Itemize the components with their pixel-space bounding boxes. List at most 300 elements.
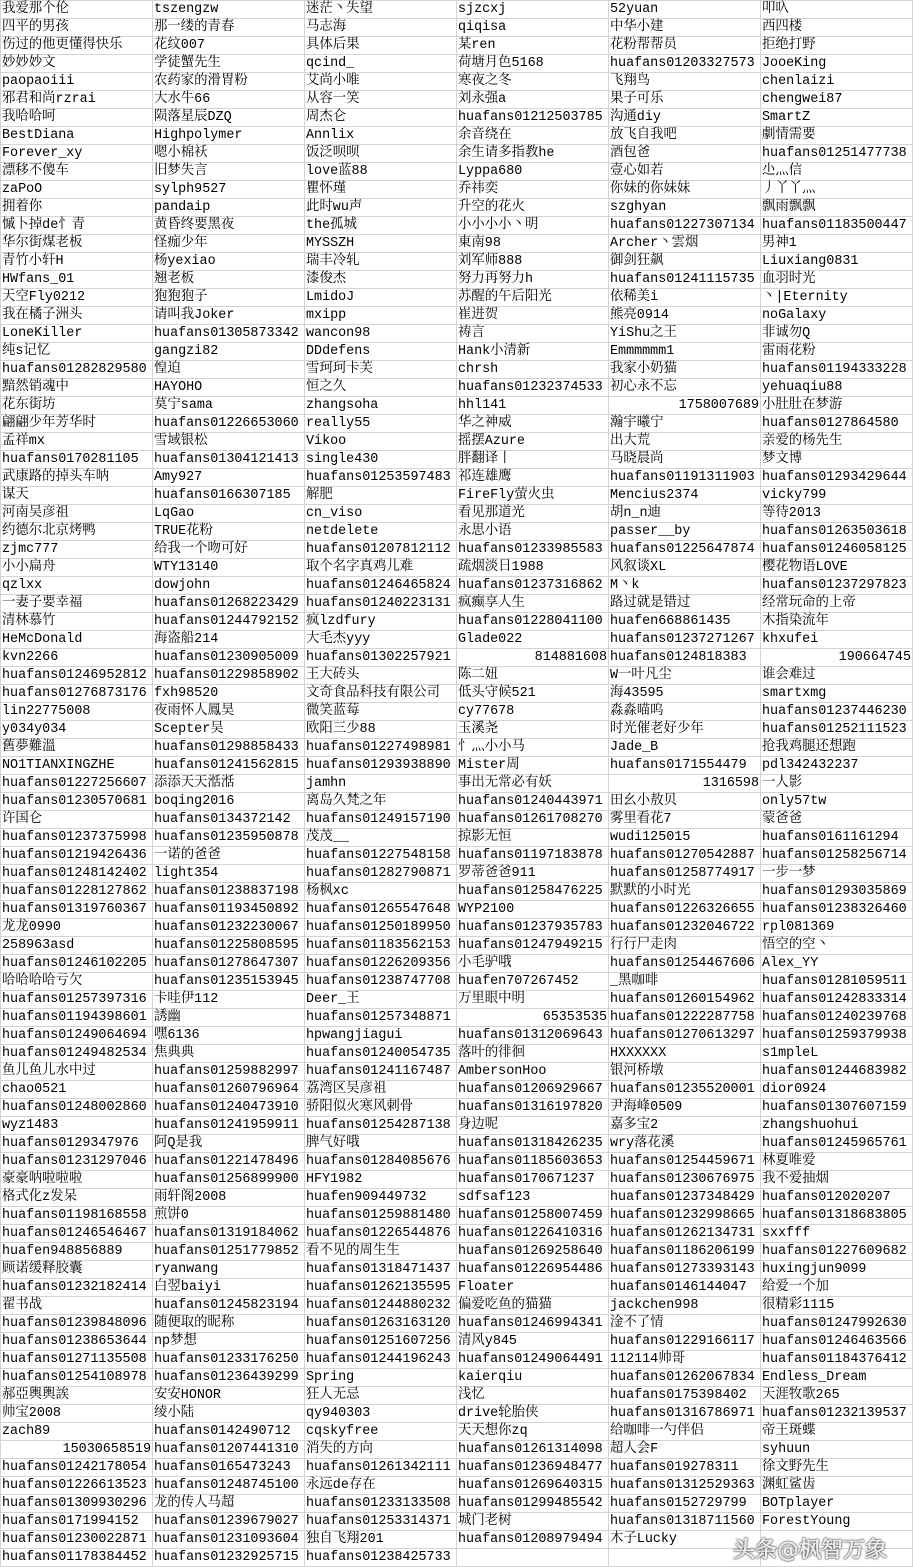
table-cell[interactable]: huafans0175398402 bbox=[609, 1387, 761, 1405]
table-cell[interactable]: 海盗船214 bbox=[153, 631, 305, 649]
table-cell[interactable]: 中华小建 bbox=[609, 19, 761, 37]
table-cell[interactable]: huafans01256899900 bbox=[153, 1171, 305, 1189]
table-cell[interactable]: huafans01233985583 bbox=[457, 541, 609, 559]
table-cell[interactable] bbox=[457, 1549, 609, 1567]
table-cell[interactable]: huafans01239848096 bbox=[1, 1315, 153, 1333]
table-cell[interactable]: 御剑狂飙 bbox=[609, 253, 761, 271]
table-cell[interactable]: 阿Q是我 bbox=[153, 1135, 305, 1153]
table-cell[interactable]: jackchen998 bbox=[609, 1297, 761, 1315]
table-cell[interactable]: rpl081369 bbox=[761, 919, 913, 937]
table-cell[interactable]: huafans01225808595 bbox=[153, 937, 305, 955]
table-cell[interactable]: 寒夜之冬 bbox=[457, 73, 609, 91]
table-cell[interactable]: 恒之久 bbox=[305, 379, 457, 397]
table-cell[interactable]: 雾里看花7 bbox=[609, 811, 761, 829]
table-cell[interactable]: huafans01231297046 bbox=[1, 1153, 153, 1171]
table-cell[interactable]: huafans01246546467 bbox=[1, 1225, 153, 1243]
table-cell[interactable]: 飞翔鸟 bbox=[609, 73, 761, 91]
table-cell[interactable]: huafans01238747708 bbox=[305, 973, 457, 991]
table-cell[interactable]: huafans01254459671 bbox=[609, 1153, 761, 1171]
table-cell[interactable]: huafans0170281105 bbox=[1, 451, 153, 469]
table-cell[interactable]: 郝亞輿輿誒 bbox=[1, 1387, 153, 1405]
table-cell[interactable]: huafans01232925715 bbox=[153, 1549, 305, 1567]
table-cell[interactable]: huafans01208979494 bbox=[457, 1531, 609, 1549]
table-cell[interactable]: huafans01270613297 bbox=[609, 1027, 761, 1045]
table-cell[interactable]: huafans01238837198 bbox=[153, 883, 305, 901]
table-cell[interactable]: huafans01244196243 bbox=[305, 1351, 457, 1369]
table-cell[interactable]: huafans01262134731 bbox=[609, 1225, 761, 1243]
table-cell[interactable]: Annlix bbox=[305, 127, 457, 145]
table-cell[interactable]: huafans01276873176 bbox=[1, 685, 153, 703]
table-cell[interactable]: 卡哇伊112 bbox=[153, 991, 305, 1009]
table-cell[interactable]: 孟祥mx bbox=[1, 433, 153, 451]
table-cell[interactable]: 112114帅哥 bbox=[609, 1351, 761, 1369]
table-cell[interactable]: 梦文博 bbox=[761, 451, 913, 469]
table-cell[interactable]: huafans01226954486 bbox=[457, 1261, 609, 1279]
table-cell[interactable]: MYSSZH bbox=[305, 235, 457, 253]
table-cell[interactable]: 一诺的爸爸 bbox=[153, 847, 305, 865]
table-cell[interactable]: huafans01236948477 bbox=[457, 1459, 609, 1477]
table-cell[interactable]: huafans01281059511 bbox=[761, 973, 913, 991]
table-cell[interactable]: huafans01232139537 bbox=[761, 1405, 913, 1423]
table-cell[interactable]: 此时wu声 bbox=[305, 199, 457, 217]
table-cell[interactable]: YiShu之王 bbox=[609, 325, 761, 343]
table-cell[interactable]: boqing2016 bbox=[153, 793, 305, 811]
table-cell[interactable]: love蓝88 bbox=[305, 163, 457, 181]
table-cell[interactable]: 哈哈哈哈亏欠 bbox=[1, 973, 153, 991]
table-cell[interactable]: 万里眼中明 bbox=[457, 991, 609, 1009]
table-cell[interactable]: 荷塘月色5168 bbox=[457, 55, 609, 73]
table-cell[interactable]: JooeKing bbox=[761, 55, 913, 73]
table-cell[interactable]: 漆俊杰 bbox=[305, 271, 457, 289]
table-cell[interactable]: single430 bbox=[305, 451, 457, 469]
table-cell[interactable]: zjmc777 bbox=[1, 541, 153, 559]
table-cell[interactable]: qiqisa bbox=[457, 19, 609, 37]
table-cell[interactable]: 请叫我Joker bbox=[153, 307, 305, 325]
table-cell[interactable]: huafans01260154962 bbox=[609, 991, 761, 1009]
table-cell[interactable]: 顾诺缓释胶囊 bbox=[1, 1261, 153, 1279]
table-cell[interactable]: huafans01318426235 bbox=[457, 1135, 609, 1153]
table-cell[interactable]: huafans01258007459 bbox=[457, 1207, 609, 1225]
table-cell[interactable]: 某ren bbox=[457, 37, 609, 55]
table-cell[interactable]: huafans01229166117 bbox=[609, 1333, 761, 1351]
table-cell[interactable]: 艾尚小唯 bbox=[305, 73, 457, 91]
table-cell[interactable]: huafans01237446230 bbox=[761, 703, 913, 721]
table-cell[interactable]: 花纹007 bbox=[153, 37, 305, 55]
table-cell[interactable]: HFY1982 bbox=[305, 1171, 457, 1189]
table-cell[interactable]: huafans01254287138 bbox=[305, 1117, 457, 1135]
table-cell[interactable]: huafans01293429644 bbox=[761, 469, 913, 487]
table-cell[interactable]: 煎饼0 bbox=[153, 1207, 305, 1225]
table-cell[interactable]: huafen707267452 bbox=[457, 973, 609, 991]
table-cell[interactable]: 飘雨飘飘 bbox=[761, 199, 913, 217]
table-cell[interactable]: huafans01248002860 bbox=[1, 1099, 153, 1117]
table-cell[interactable]: light354 bbox=[153, 865, 305, 883]
table-cell[interactable]: 杨枫xc bbox=[305, 883, 457, 901]
table-cell[interactable]: huafans01228041100 bbox=[457, 613, 609, 631]
table-cell[interactable]: huafans01319184062 bbox=[153, 1225, 305, 1243]
table-cell[interactable]: huafans01251477738 bbox=[761, 145, 913, 163]
table-cell[interactable]: Spring bbox=[305, 1369, 457, 1387]
table-cell[interactable]: 消失的方向 bbox=[305, 1441, 457, 1459]
table-cell[interactable]: 独自飞翔201 bbox=[305, 1531, 457, 1549]
table-cell[interactable]: 男神1 bbox=[761, 235, 913, 253]
table-cell[interactable]: 我爱那个伦 bbox=[1, 1, 153, 19]
table-cell[interactable]: huafans01206929667 bbox=[457, 1081, 609, 1099]
table-cell[interactable]: huafans01248745100 bbox=[153, 1477, 305, 1495]
table-cell[interactable]: 海43595 bbox=[609, 685, 761, 703]
table-cell[interactable]: huafans01227498981 bbox=[305, 739, 457, 757]
table-cell[interactable]: lin22775008 bbox=[1, 703, 153, 721]
table-cell[interactable]: mxipp bbox=[305, 307, 457, 325]
table-cell[interactable]: huafans01318471437 bbox=[305, 1261, 457, 1279]
table-cell[interactable]: huafans01293035869 bbox=[761, 883, 913, 901]
table-cell[interactable]: 添添天天湉湉 bbox=[153, 775, 305, 793]
table-cell[interactable]: 焦典典 bbox=[153, 1045, 305, 1063]
table-cell[interactable]: huafans01240443971 bbox=[457, 793, 609, 811]
table-cell[interactable]: huafans01258256714 bbox=[761, 847, 913, 865]
table-cell[interactable]: cn_viso bbox=[305, 505, 457, 523]
table-cell[interactable]: huafans01312529363 bbox=[609, 1477, 761, 1495]
table-cell[interactable]: huafans01184376412 bbox=[761, 1351, 913, 1369]
table-cell[interactable]: huafans01237297823 bbox=[761, 577, 913, 595]
table-cell[interactable]: 杨yexiao bbox=[153, 253, 305, 271]
table-cell[interactable]: 清风y845 bbox=[457, 1333, 609, 1351]
table-cell[interactable]: huafans01235153945 bbox=[153, 973, 305, 991]
table-cell[interactable]: Lyppa680 bbox=[457, 163, 609, 181]
table-cell[interactable]: huafans01250189950 bbox=[305, 919, 457, 937]
table-cell[interactable]: 祷言 bbox=[457, 325, 609, 343]
table-cell[interactable]: really55 bbox=[305, 415, 457, 433]
table-cell[interactable]: 帝王斑蝶 bbox=[761, 1423, 913, 1441]
table-cell[interactable]: cy77678 bbox=[457, 703, 609, 721]
table-cell[interactable]: 给咖啡一勺伴侣 bbox=[609, 1423, 761, 1441]
table-cell[interactable]: huafans0161161294 bbox=[761, 829, 913, 847]
table-cell[interactable]: HWfans_01 bbox=[1, 271, 153, 289]
table-cell[interactable]: 银河桥墩 bbox=[609, 1063, 761, 1081]
table-cell[interactable]: huafans01299485542 bbox=[457, 1495, 609, 1513]
table-cell[interactable]: 胖翻译丨 bbox=[457, 451, 609, 469]
table-cell[interactable]: 誘幽 bbox=[153, 1009, 305, 1027]
table-cell[interactable]: Floater bbox=[457, 1279, 609, 1297]
table-cell[interactable]: huafans01316786971 bbox=[609, 1405, 761, 1423]
table-cell[interactable]: 帅宝2008 bbox=[1, 1405, 153, 1423]
table-cell[interactable]: 木子Lucky bbox=[609, 1531, 761, 1549]
table-cell[interactable]: 随便取的昵称 bbox=[153, 1315, 305, 1333]
table-cell[interactable]: 惶迫 bbox=[153, 361, 305, 379]
table-cell[interactable]: hpwangjiagui bbox=[305, 1027, 457, 1045]
table-cell[interactable]: 瀚宇曦宁 bbox=[609, 415, 761, 433]
table-cell[interactable]: huafans0152729799 bbox=[609, 1495, 761, 1513]
table-cell[interactable]: 花东街坊 bbox=[1, 397, 153, 415]
table-cell[interactable]: 事出无常必有妖 bbox=[457, 775, 609, 793]
table-cell[interactable]: huafans01282829580 bbox=[1, 361, 153, 379]
table-cell[interactable]: huafans01235520001 bbox=[609, 1081, 761, 1099]
table-cell[interactable]: 翟书战 bbox=[1, 1297, 153, 1315]
table-cell[interactable]: dowjohn bbox=[153, 577, 305, 595]
table-cell[interactable]: 雷雨花粉 bbox=[761, 343, 913, 361]
table-cell[interactable]: 学徒蟹先生 bbox=[153, 55, 305, 73]
table-cell[interactable]: huafans01247949215 bbox=[457, 937, 609, 955]
table-cell[interactable]: huafans01269258640 bbox=[457, 1243, 609, 1261]
table-cell[interactable]: 52yuan bbox=[609, 1, 761, 19]
table-cell[interactable]: 谋天 bbox=[1, 487, 153, 505]
table-cell[interactable]: huafans01233176250 bbox=[153, 1351, 305, 1369]
table-cell[interactable]: Deer_王 bbox=[305, 991, 457, 1009]
table-cell[interactable]: huafans01219426436 bbox=[1, 847, 153, 865]
table-cell[interactable]: TRUE花粉 bbox=[153, 523, 305, 541]
table-cell[interactable]: huafans01269640315 bbox=[457, 1477, 609, 1495]
table-cell[interactable]: Glade022 bbox=[457, 631, 609, 649]
table-cell[interactable]: 胡n_n迪 bbox=[609, 505, 761, 523]
table-cell[interactable]: huafans01278647307 bbox=[153, 955, 305, 973]
table-cell[interactable]: 时光催老好少年 bbox=[609, 721, 761, 739]
table-cell[interactable]: 樱花物语LOVE bbox=[761, 559, 913, 577]
table-cell[interactable]: Forever_xy bbox=[1, 145, 153, 163]
table-cell[interactable]: huafans01261314098 bbox=[457, 1441, 609, 1459]
table-cell[interactable]: dior0924 bbox=[761, 1081, 913, 1099]
table-cell[interactable]: huafans01228127862 bbox=[1, 883, 153, 901]
table-cell[interactable]: wudi125015 bbox=[609, 829, 761, 847]
table-cell[interactable]: 城门老树 bbox=[457, 1513, 609, 1531]
table-cell[interactable]: Liuxiang0831 bbox=[761, 253, 913, 271]
table-cell[interactable]: 武康路的掉头车呐 bbox=[1, 469, 153, 487]
table-cell[interactable]: huafans01237375998 bbox=[1, 829, 153, 847]
table-cell[interactable]: 抢我鸡腿还想跑 bbox=[761, 739, 913, 757]
table-cell[interactable]: 果子可乐 bbox=[609, 91, 761, 109]
table-cell[interactable]: huafans01238653644 bbox=[1, 1333, 153, 1351]
table-cell[interactable]: Vikoo bbox=[305, 433, 457, 451]
table-cell[interactable]: 小小扁舟 bbox=[1, 559, 153, 577]
table-cell[interactable]: huafans01247992630 bbox=[761, 1315, 913, 1333]
table-cell[interactable]: huafans01302257921 bbox=[305, 649, 457, 667]
table-cell[interactable]: 努力再努力h bbox=[457, 271, 609, 289]
table-cell[interactable]: 具体后果 bbox=[305, 37, 457, 55]
table-cell[interactable]: wancon98 bbox=[305, 325, 457, 343]
table-cell[interactable]: 出大荒 bbox=[609, 433, 761, 451]
table-cell[interactable]: BestDiana bbox=[1, 127, 153, 145]
table-cell[interactable]: 亲爱的杨先生 bbox=[761, 433, 913, 451]
table-cell[interactable]: 天空Fly0212 bbox=[1, 289, 153, 307]
table-cell[interactable]: 瑞丰冷轧 bbox=[305, 253, 457, 271]
table-cell[interactable]: huafans0134372142 bbox=[153, 811, 305, 829]
table-cell[interactable]: huafans01253314371 bbox=[305, 1513, 457, 1531]
table-cell[interactable]: huafans01312069643 bbox=[457, 1027, 609, 1045]
table-cell[interactable]: huafans012020207 bbox=[761, 1189, 913, 1207]
table-cell[interactable]: 绫小陆 bbox=[153, 1405, 305, 1423]
table-cell[interactable]: WTY13140 bbox=[153, 559, 305, 577]
table-cell[interactable]: 欧阳三少88 bbox=[305, 721, 457, 739]
table-cell[interactable]: huafans01232998665 bbox=[609, 1207, 761, 1225]
table-cell[interactable]: 黯然销魂中 bbox=[1, 379, 153, 397]
table-cell[interactable]: 雪珂珂卡芙 bbox=[305, 361, 457, 379]
table-cell[interactable]: huafans01232182414 bbox=[1, 1279, 153, 1297]
table-cell[interactable]: huafans0170671237 bbox=[457, 1171, 609, 1189]
table-cell[interactable]: passer__by bbox=[609, 523, 761, 541]
table-cell[interactable]: huafans01229858902 bbox=[153, 667, 305, 685]
table-cell[interactable]: 依稀美i bbox=[609, 289, 761, 307]
table-cell[interactable]: huafans01221478496 bbox=[153, 1153, 305, 1171]
table-cell[interactable]: huafans01227307134 bbox=[609, 217, 761, 235]
table-cell[interactable]: syhuun bbox=[761, 1441, 913, 1459]
table-cell[interactable]: 65353535 bbox=[457, 1009, 609, 1027]
table-cell[interactable]: 妙妙妙文 bbox=[1, 55, 153, 73]
table-cell[interactable]: 超人会F bbox=[609, 1441, 761, 1459]
table-cell[interactable]: 田幺小敖贝 bbox=[609, 793, 761, 811]
table-cell[interactable]: 取个名字真鸡儿难 bbox=[305, 559, 457, 577]
table-cell[interactable]: huafans01249482534 bbox=[1, 1045, 153, 1063]
table-cell[interactable]: huafans01259881480 bbox=[305, 1207, 457, 1225]
table-cell[interactable]: sjzcxj bbox=[457, 1, 609, 19]
table-cell[interactable]: huafans01226410316 bbox=[457, 1225, 609, 1243]
table-cell[interactable]: 骄阳似火寒风刺骨 bbox=[305, 1099, 457, 1117]
table-cell[interactable]: 天涯牧歌265 bbox=[761, 1387, 913, 1405]
table-cell[interactable]: SmartZ bbox=[761, 109, 913, 127]
table-cell[interactable]: tszengzw bbox=[153, 1, 305, 19]
table-cell[interactable]: HeMcDonald bbox=[1, 631, 153, 649]
table-cell[interactable]: 纯s记忆 bbox=[1, 343, 153, 361]
table-cell[interactable]: huafans01238326460 bbox=[761, 901, 913, 919]
table-cell[interactable]: the孤城 bbox=[305, 217, 457, 235]
table-cell[interactable]: 等待2013 bbox=[761, 505, 913, 523]
table-cell[interactable]: 摇摆Azure bbox=[457, 433, 609, 451]
table-cell[interactable]: 身边呢 bbox=[457, 1117, 609, 1135]
table-cell[interactable]: ryanwang bbox=[153, 1261, 305, 1279]
table-cell[interactable]: huafans01252111523 bbox=[761, 721, 913, 739]
table-cell[interactable]: huafans01242833314 bbox=[761, 991, 913, 1009]
table-cell[interactable]: huafans01226613523 bbox=[1, 1477, 153, 1495]
table-cell[interactable]: huafans01226326655 bbox=[609, 901, 761, 919]
table-cell[interactable]: 嘉多宝2 bbox=[609, 1117, 761, 1135]
table-cell[interactable]: huafans0124818383 bbox=[609, 649, 761, 667]
table-cell[interactable]: 尐灬信 bbox=[761, 163, 913, 181]
table-cell[interactable]: huafans01241167487 bbox=[305, 1063, 457, 1081]
table-cell[interactable]: huafans01186206199 bbox=[609, 1243, 761, 1261]
table-cell[interactable]: huafans01198168558 bbox=[1, 1207, 153, 1225]
table-cell[interactable]: 刘军师888 bbox=[457, 253, 609, 271]
table-cell[interactable]: huafans01262067834 bbox=[609, 1369, 761, 1387]
table-cell[interactable]: huafans01231093604 bbox=[153, 1531, 305, 1549]
table-cell[interactable]: y034y034 bbox=[1, 721, 153, 739]
table-cell[interactable]: 玉溪尧 bbox=[457, 721, 609, 739]
table-cell[interactable]: 龙龙0990 bbox=[1, 919, 153, 937]
table-cell[interactable]: 你妹的你妹妹 bbox=[609, 181, 761, 199]
table-cell[interactable]: 漂移不傻车 bbox=[1, 163, 153, 181]
table-cell[interactable]: 迷茫丶失望 bbox=[305, 1, 457, 19]
table-cell[interactable]: huafans01233133508 bbox=[305, 1495, 457, 1513]
table-cell[interactable]: 马晓晨尚 bbox=[609, 451, 761, 469]
table-cell[interactable]: 看不见的周生生 bbox=[305, 1243, 457, 1261]
table-cell[interactable]: huafans01230905009 bbox=[153, 649, 305, 667]
table-cell[interactable]: gangzi82 bbox=[153, 343, 305, 361]
table-cell[interactable]: zhangsoha bbox=[305, 397, 457, 415]
table-cell[interactable]: zhangshuohui bbox=[761, 1117, 913, 1135]
table-cell[interactable]: huafans01237348429 bbox=[609, 1189, 761, 1207]
table-cell[interactable]: huafans01249157190 bbox=[305, 811, 457, 829]
table-cell[interactable]: huafans01319760367 bbox=[1, 901, 153, 919]
table-cell[interactable]: chao0521 bbox=[1, 1081, 153, 1099]
table-cell[interactable]: 掠影无恒 bbox=[457, 829, 609, 847]
table-cell[interactable]: LmidoJ bbox=[305, 289, 457, 307]
table-cell[interactable]: huafans01194333228 bbox=[761, 361, 913, 379]
table-cell[interactable]: s1mpleL bbox=[761, 1045, 913, 1063]
table-cell[interactable]: 许国仑 bbox=[1, 811, 153, 829]
table-cell[interactable]: M丶k bbox=[609, 577, 761, 595]
table-cell[interactable]: 初心永不忘 bbox=[609, 379, 761, 397]
table-cell[interactable]: Highpolymer bbox=[153, 127, 305, 145]
table-cell[interactable]: huafans01318683805 bbox=[761, 1207, 913, 1225]
table-cell[interactable]: 默默的小时光 bbox=[609, 883, 761, 901]
table-cell[interactable]: huafans01282790871 bbox=[305, 865, 457, 883]
table-cell[interactable]: 很精彩1115 bbox=[761, 1297, 913, 1315]
table-cell[interactable]: huafans01249064694 bbox=[1, 1027, 153, 1045]
table-cell[interactable]: 苏醒的午后阳光 bbox=[457, 289, 609, 307]
table-cell[interactable]: 翘老板 bbox=[153, 271, 305, 289]
table-cell[interactable]: 落叶的徘徊 bbox=[457, 1045, 609, 1063]
table-cell[interactable]: huafans01245823194 bbox=[153, 1297, 305, 1315]
table-cell[interactable]: huafans01240239768 bbox=[761, 1009, 913, 1027]
table-cell[interactable]: 从容一笑 bbox=[305, 91, 457, 109]
table-cell[interactable]: huafans01236439299 bbox=[153, 1369, 305, 1387]
table-cell[interactable]: 血羽时光 bbox=[761, 271, 913, 289]
table-cell[interactable]: huafans01253597483 bbox=[305, 469, 457, 487]
table-cell[interactable]: huafans0146144047 bbox=[609, 1279, 761, 1297]
table-cell[interactable]: 沟通diy bbox=[609, 109, 761, 127]
table-cell[interactable]: 荔湾区吴彦祖 bbox=[305, 1081, 457, 1099]
table-cell[interactable]: huafans0165473243 bbox=[153, 1459, 305, 1477]
table-cell[interactable]: 嘿6136 bbox=[153, 1027, 305, 1045]
table-cell[interactable]: huafans01318711560 bbox=[609, 1513, 761, 1531]
table-cell[interactable]: 清林慕竹 bbox=[1, 613, 153, 631]
table-cell[interactable]: pandaip bbox=[153, 199, 305, 217]
table-cell[interactable]: 小小小小丶明 bbox=[457, 217, 609, 235]
table-cell[interactable]: huafans01235950878 bbox=[153, 829, 305, 847]
table-cell[interactable]: huafans01237271267 bbox=[609, 631, 761, 649]
table-cell[interactable]: huafans01254467606 bbox=[609, 955, 761, 973]
table-cell[interactable]: huafans01293938890 bbox=[305, 757, 457, 775]
table-cell[interactable]: Endless_Dream bbox=[761, 1369, 913, 1387]
table-cell[interactable]: smartxmg bbox=[761, 685, 913, 703]
table-cell[interactable]: 忄灬小小马 bbox=[457, 739, 609, 757]
table-cell[interactable]: huafans01249064491 bbox=[457, 1351, 609, 1369]
table-cell[interactable]: huafans01259379938 bbox=[761, 1027, 913, 1045]
table-cell[interactable]: huafans01316197820 bbox=[457, 1099, 609, 1117]
table-cell[interactable]: jamhn bbox=[305, 775, 457, 793]
table-cell[interactable]: wyz1483 bbox=[1, 1117, 153, 1135]
table-cell[interactable]: 乔祎奕 bbox=[457, 181, 609, 199]
table-cell[interactable]: huafans01307607159 bbox=[761, 1099, 913, 1117]
table-cell[interactable]: 我哈哈呵 bbox=[1, 109, 153, 127]
table-cell[interactable]: 农药家的滑胃粉 bbox=[153, 73, 305, 91]
table-cell[interactable]: huafans0166307185 bbox=[153, 487, 305, 505]
table-cell[interactable]: huafans01178384452 bbox=[1, 1549, 153, 1567]
table-cell[interactable]: huafans0129347976 bbox=[1, 1135, 153, 1153]
table-cell[interactable]: huafans01241562815 bbox=[153, 757, 305, 775]
table-cell[interactable]: AmbersonHoo bbox=[457, 1063, 609, 1081]
table-cell[interactable]: 四平的男孩 bbox=[1, 19, 153, 37]
table-cell[interactable]: 西四楼 bbox=[761, 19, 913, 37]
table-cell[interactable]: noGalaxy bbox=[761, 307, 913, 325]
table-cell[interactable]: qzlxx bbox=[1, 577, 153, 595]
table-cell[interactable]: 华之神威 bbox=[457, 415, 609, 433]
table-cell[interactable]: Hank小清新 bbox=[457, 343, 609, 361]
table-cell[interactable]: huafans01194398601 bbox=[1, 1009, 153, 1027]
table-cell[interactable]: huafans01237316862 bbox=[457, 577, 609, 595]
table-cell[interactable]: 我家小奶猫 bbox=[609, 361, 761, 379]
table-cell[interactable]: huafans01259882997 bbox=[153, 1063, 305, 1081]
table-cell[interactable]: 一步一梦 bbox=[761, 865, 913, 883]
table-cell[interactable]: 崔进贺 bbox=[457, 307, 609, 325]
table-cell[interactable]: 马志海 bbox=[305, 19, 457, 37]
